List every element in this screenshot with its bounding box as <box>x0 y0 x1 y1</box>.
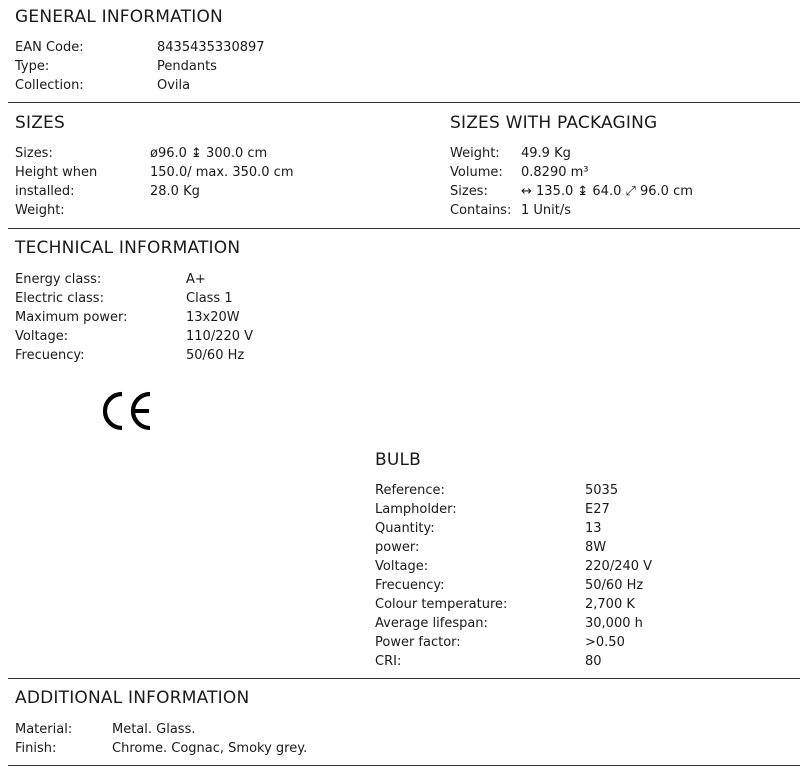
finish-label: Finish: <box>15 741 57 756</box>
bulb-heading: BULB <box>375 450 422 470</box>
packaging-contains-value: 1 Unit/s <box>521 203 572 218</box>
section-divider <box>8 678 800 679</box>
packaging-sizes-value: ↔ 135.0 ↨ 64.0 ⤢ 96.0 cm <box>521 184 693 199</box>
maximum-power-value: 13x20W <box>186 310 240 325</box>
bulb-average-lifespan-label: Average lifespan: <box>375 616 488 631</box>
packaging-weight-value: 49.9 Kg <box>521 146 571 161</box>
electric-class-label: Electric class: <box>15 291 104 306</box>
collection-label: Collection: <box>15 78 84 93</box>
packaging-heading: SIZES WITH PACKAGING <box>450 113 658 133</box>
section-divider <box>8 765 800 766</box>
bulb-power-factor-label: Power factor: <box>375 635 461 650</box>
height-value: 150.0/ max. 350.0 cm <box>150 165 294 180</box>
frequency-value: 50/60 Hz <box>186 348 245 363</box>
bulb-frequency-value: 50/60 Hz <box>585 578 644 593</box>
ean-code-value: 8435435330897 <box>157 40 265 55</box>
packaging-volume-value: 0.8290 m³ <box>521 165 589 180</box>
ean-code-label: EAN Code: <box>15 40 84 55</box>
collection-value: Ovila <box>157 78 191 93</box>
weight-value: 28.0 Kg <box>150 184 200 199</box>
additional-information-heading: ADDITIONAL INFORMATION <box>15 688 250 708</box>
bulb-cri-value: 80 <box>585 654 602 669</box>
bulb-voltage-label: Voltage: <box>375 559 429 574</box>
maximum-power-label: Maximum power: <box>15 310 128 325</box>
bulb-quantity-value: 13 <box>585 521 602 536</box>
voltage-value: 110/220 V <box>186 329 254 344</box>
packaging-volume-label: Volume: <box>450 165 503 180</box>
finish-value: Chrome. Cognac, Smoky grey. <box>112 741 308 756</box>
general-information-heading: GENERAL INFORMATION <box>15 7 223 27</box>
type-value: Pendants <box>157 59 217 74</box>
bulb-power-factor-value: >0.50 <box>585 635 625 650</box>
bulb-reference-label: Reference: <box>375 483 445 498</box>
electric-class-value: Class 1 <box>186 291 233 306</box>
bulb-lampholder-value: E27 <box>585 502 610 517</box>
section-divider <box>8 228 800 229</box>
bulb-power-label: power: <box>375 540 420 555</box>
bulb-quantity-label: Quantity: <box>375 521 435 536</box>
packaging-sizes-label: Sizes: <box>450 184 488 199</box>
energy-class-label: Energy class: <box>15 272 102 287</box>
sizes-label: Sizes: <box>15 146 53 161</box>
installed-label: installed: <box>15 184 75 199</box>
bulb-power-value: 8W <box>585 540 607 555</box>
bulb-lampholder-label: Lampholder: <box>375 502 457 517</box>
energy-class-value: A+ <box>186 272 206 287</box>
voltage-label: Voltage: <box>15 329 69 344</box>
technical-information-heading: TECHNICAL INFORMATION <box>15 238 241 258</box>
material-value: Metal. Glass. <box>112 722 196 737</box>
packaging-weight-label: Weight: <box>450 146 500 161</box>
type-label: Type: <box>15 59 50 74</box>
bulb-reference-value: 5035 <box>585 483 619 498</box>
bulb-colour-temperature-label: Colour temperature: <box>375 597 508 612</box>
bulb-average-lifespan-value: 30,000 h <box>585 616 643 631</box>
material-label: Material: <box>15 722 73 737</box>
height-when-label: Height when <box>15 165 98 180</box>
bulb-voltage-value: 220/240 V <box>585 559 653 574</box>
ce-mark-icon <box>100 390 156 432</box>
bulb-colour-temperature-value: 2,700 K <box>585 597 635 612</box>
sizes-heading: SIZES <box>15 113 65 133</box>
frequency-label: Frecuency: <box>15 348 85 363</box>
weight-label: Weight: <box>15 203 65 218</box>
bulb-frequency-label: Frecuency: <box>375 578 445 593</box>
section-divider <box>8 102 800 103</box>
sizes-value: ø96.0 ↨ 300.0 cm <box>150 146 268 161</box>
packaging-contains-label: Contains: <box>450 203 512 218</box>
bulb-cri-label: CRI: <box>375 654 402 669</box>
